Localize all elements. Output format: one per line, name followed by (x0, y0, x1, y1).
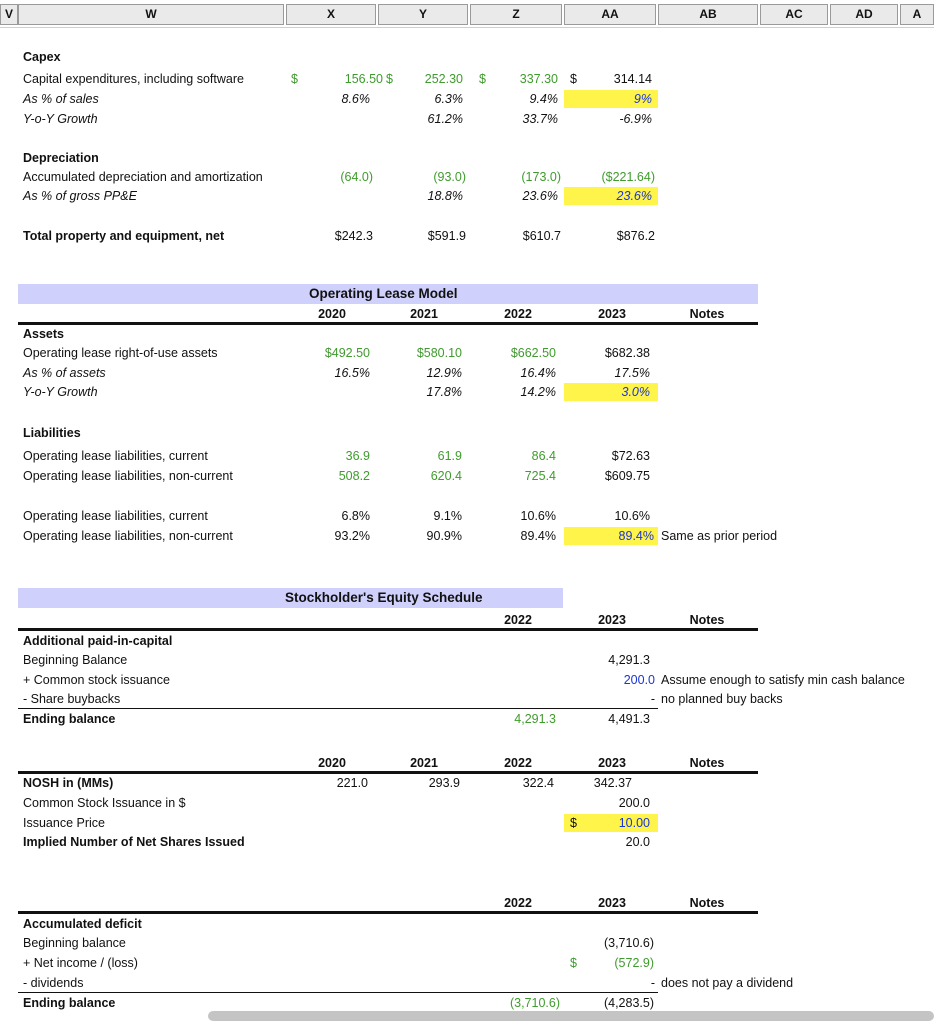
stock-issuance-2023[interactable]: 200.0 (623, 673, 655, 687)
issuance-price-2023[interactable]: 10.00 (618, 816, 650, 830)
nosh-year-2020: 2020 (318, 756, 346, 770)
share-buybacks-note: no planned buy backs (661, 692, 783, 706)
implied-shares-2023[interactable]: 20.0 (625, 835, 650, 849)
total-ppe-2021[interactable]: $591.9 (427, 229, 466, 243)
lease-noncurrent-2023[interactable]: $609.75 (604, 469, 650, 483)
lease-current-pct-2023[interactable]: 10.6% (614, 509, 650, 523)
column-header-aa[interactable]: AA (564, 4, 656, 25)
lease-notes-header: Notes (689, 307, 725, 321)
column-header-ae[interactable]: A (900, 4, 934, 25)
nosh-2021[interactable]: 293.9 (428, 776, 460, 790)
horizontal-scrollbar[interactable] (208, 1011, 934, 1021)
equity-schedule-title: Stockholder's Equity Schedule (285, 590, 483, 605)
net-income-label: + Net income / (loss) (23, 956, 138, 970)
column-header-ad[interactable]: AD (830, 4, 898, 25)
capex-yoy-2023[interactable]: -6.9% (619, 112, 652, 126)
total-rule (18, 992, 658, 993)
lease-noncurrent-label: Operating lease liabilities, non-current (23, 469, 233, 483)
stock-issuance-label: + Common stock issuance (23, 673, 170, 687)
lease-pct-2022[interactable]: 16.4% (520, 366, 556, 380)
capex-2022[interactable]: 337.30 (519, 72, 558, 86)
apic-beginning-label: Beginning Balance (23, 653, 128, 667)
nosh-2023[interactable]: 342.37 (593, 776, 632, 790)
deficit-beginning-2023[interactable]: (3,710.6) (603, 936, 654, 950)
liabilities-title: Liabilities (23, 426, 81, 440)
capex-title: Capex (23, 50, 61, 64)
capex-pct-2022[interactable]: 9.4% (529, 92, 558, 106)
capex-2021[interactable]: 252.30 (424, 72, 463, 86)
accum-depr-2020[interactable]: (64.0) (340, 170, 373, 184)
assets-title: Assets (23, 327, 64, 341)
depr-pct-label: As % of gross PP&E (23, 189, 137, 203)
accum-depr-label: Accumulated depreciation and amortization (23, 170, 263, 184)
implied-shares-label: Implied Number of Net Shares Issued (23, 835, 245, 849)
total-ppe-2023[interactable]: $876.2 (616, 229, 655, 243)
capex-yoy-label: Y-o-Y Growth (23, 112, 98, 126)
deficit-ending-label: Ending balance (23, 996, 116, 1010)
column-header-w[interactable]: W (18, 4, 284, 25)
deficit-title: Accumulated deficit (23, 917, 142, 931)
lease-pct-2020[interactable]: 16.5% (334, 366, 370, 380)
net-income-2023[interactable]: (572.9) (614, 956, 654, 970)
share-buybacks-label: - Share buybacks (23, 692, 121, 706)
dollar-sign: $ (386, 72, 393, 86)
capex-row-label: Capital expenditures, including software (23, 72, 244, 86)
total-ppe-2022[interactable]: $610.7 (522, 229, 561, 243)
lease-noncurrent-2021[interactable]: 620.4 (430, 469, 462, 483)
deficit-ending-2023[interactable]: (4,283.5) (603, 996, 654, 1010)
dividends-note: does not pay a dividend (661, 976, 794, 990)
lease-current-2020[interactable]: 36.9 (345, 449, 370, 463)
total-ppe-label: Total property and equipment, net (23, 229, 225, 243)
column-header-z[interactable]: Z (470, 4, 562, 25)
section-divider (18, 628, 758, 631)
share-buybacks-2023[interactable]: - (650, 692, 655, 706)
capex-yoy-2021[interactable]: 61.2% (427, 112, 463, 126)
column-header-ab[interactable]: AB (658, 4, 758, 25)
deficit-beginning-label: Beginning balance (23, 936, 126, 950)
rou-2023[interactable]: $682.38 (604, 346, 650, 360)
lease-model-title: Operating Lease Model (309, 286, 458, 301)
deficit-year-2022: 2022 (504, 896, 532, 910)
nosh-notes-header: Notes (689, 756, 725, 770)
accum-depr-2022[interactable]: (173.0) (521, 170, 561, 184)
deficit-year-2023: 2023 (598, 896, 626, 910)
rou-label: Operating lease right-of-use assets (23, 346, 218, 360)
rou-2021[interactable]: $580.10 (416, 346, 462, 360)
rou-2022[interactable]: $662.50 (510, 346, 556, 360)
dollar-sign: $ (479, 72, 486, 86)
lease-noncurrent-pct-2020[interactable]: 93.2% (334, 529, 370, 543)
dividends-2023[interactable]: - (650, 976, 655, 990)
lease-noncurrent-pct-2021[interactable]: 90.9% (426, 529, 462, 543)
column-header-ac[interactable]: AC (760, 4, 828, 25)
lease-note-text: Same as prior period (661, 529, 778, 543)
lease-noncurrent-pct-label: Operating lease liabilities, non-current (23, 529, 233, 543)
lease-year-2022: 2022 (504, 307, 532, 321)
column-header-bar (0, 0, 934, 28)
dividends-label: - dividends (23, 976, 84, 990)
issuance-price-label: Issuance Price (23, 816, 105, 830)
stock-issuance-dollars-label: Common Stock Issuance in $ (23, 796, 186, 810)
equity-year-2022: 2022 (504, 613, 532, 627)
lease-yoy-2022[interactable]: 14.2% (520, 385, 556, 399)
nosh-label: NOSH in (MMs) (23, 776, 114, 790)
lease-current-2023[interactable]: $72.63 (611, 449, 650, 463)
equity-year-2023: 2023 (598, 613, 626, 627)
nosh-2022[interactable]: 322.4 (522, 776, 554, 790)
apic-beginning-2023[interactable]: 4,291.3 (608, 653, 650, 667)
lease-current-pct-2022[interactable]: 10.6% (520, 509, 556, 523)
accum-depr-2023[interactable]: ($221.64) (601, 170, 655, 184)
depr-pct-2022[interactable]: 23.6% (522, 189, 558, 203)
equity-notes-header: Notes (689, 613, 725, 627)
lease-current-pct-2021[interactable]: 9.1% (433, 509, 462, 523)
section-divider (18, 771, 758, 774)
capex-pct-label: As % of sales (23, 92, 99, 106)
section-divider (18, 911, 758, 914)
capex-pct-2021[interactable]: 6.3% (434, 92, 463, 106)
depr-pct-2021[interactable]: 18.8% (427, 189, 463, 203)
capex-pct-2023[interactable]: 9% (633, 92, 652, 106)
capex-2023[interactable]: 314.14 (613, 72, 652, 86)
lease-yoy-2021[interactable]: 17.8% (426, 385, 462, 399)
dollar-sign: $ (291, 72, 298, 86)
dollar-sign: $ (570, 816, 577, 830)
column-header-v[interactable]: V (0, 4, 18, 25)
deficit-notes-header: Notes (689, 896, 725, 910)
capex-yoy-2022[interactable]: 33.7% (522, 112, 558, 126)
lease-noncurrent-2022[interactable]: 725.4 (524, 469, 556, 483)
total-rule (18, 708, 658, 709)
lease-current-pct-label: Operating lease liabilities, current (23, 509, 208, 523)
section-divider (18, 322, 758, 325)
depr-pct-2023[interactable]: 23.6% (616, 189, 652, 203)
lease-year-2023: 2023 (598, 307, 626, 321)
depreciation-title: Depreciation (23, 151, 99, 165)
stock-issuance-dollars-2023[interactable]: 200.0 (618, 796, 650, 810)
apic-ending-2022[interactable]: 4,291.3 (514, 712, 556, 726)
capex-2020[interactable]: 156.50 (344, 72, 383, 86)
lease-noncurrent-2020[interactable]: 508.2 (338, 469, 370, 483)
nosh-2020[interactable]: 221.0 (336, 776, 368, 790)
nosh-year-2021: 2021 (410, 756, 438, 770)
deficit-ending-2022[interactable]: (3,710.6) (509, 996, 560, 1010)
column-header-y[interactable]: Y (378, 4, 468, 25)
apic-ending-label: Ending balance (23, 712, 116, 726)
lease-year-2021: 2021 (410, 307, 438, 321)
rou-2020[interactable]: $492.50 (324, 346, 370, 360)
lease-current-2022[interactable]: 86.4 (531, 449, 556, 463)
dollar-sign: $ (570, 956, 577, 970)
total-ppe-2020[interactable]: $242.3 (334, 229, 373, 243)
apic-ending-2023[interactable]: 4,491.3 (608, 712, 650, 726)
dollar-sign: $ (570, 72, 577, 86)
lease-pct-label: As % of assets (23, 366, 106, 380)
lease-current-label: Operating lease liabilities, current (23, 449, 208, 463)
lease-noncurrent-pct-2023[interactable]: 89.4% (618, 529, 654, 543)
lease-yoy-2023[interactable]: 3.0% (621, 385, 650, 399)
lease-current-pct-2020[interactable]: 6.8% (341, 509, 370, 523)
nosh-year-2022: 2022 (504, 756, 532, 770)
stock-issuance-note: Assume enough to satisfy min cash balance (661, 673, 905, 687)
lease-current-2021[interactable]: 61.9 (437, 449, 462, 463)
apic-title: Additional paid-in-capital (23, 634, 173, 648)
lease-year-2020: 2020 (318, 307, 346, 321)
lease-yoy-label: Y-o-Y Growth (23, 385, 98, 399)
capex-pct-2020[interactable]: 8.6% (341, 92, 370, 106)
accum-depr-2021[interactable]: (93.0) (433, 170, 466, 184)
lease-noncurrent-pct-2022[interactable]: 89.4% (520, 529, 556, 543)
column-header-x[interactable]: X (286, 4, 376, 25)
lease-pct-2023[interactable]: 17.5% (614, 366, 650, 380)
lease-pct-2021[interactable]: 12.9% (426, 366, 462, 380)
nosh-year-2023: 2023 (598, 756, 626, 770)
